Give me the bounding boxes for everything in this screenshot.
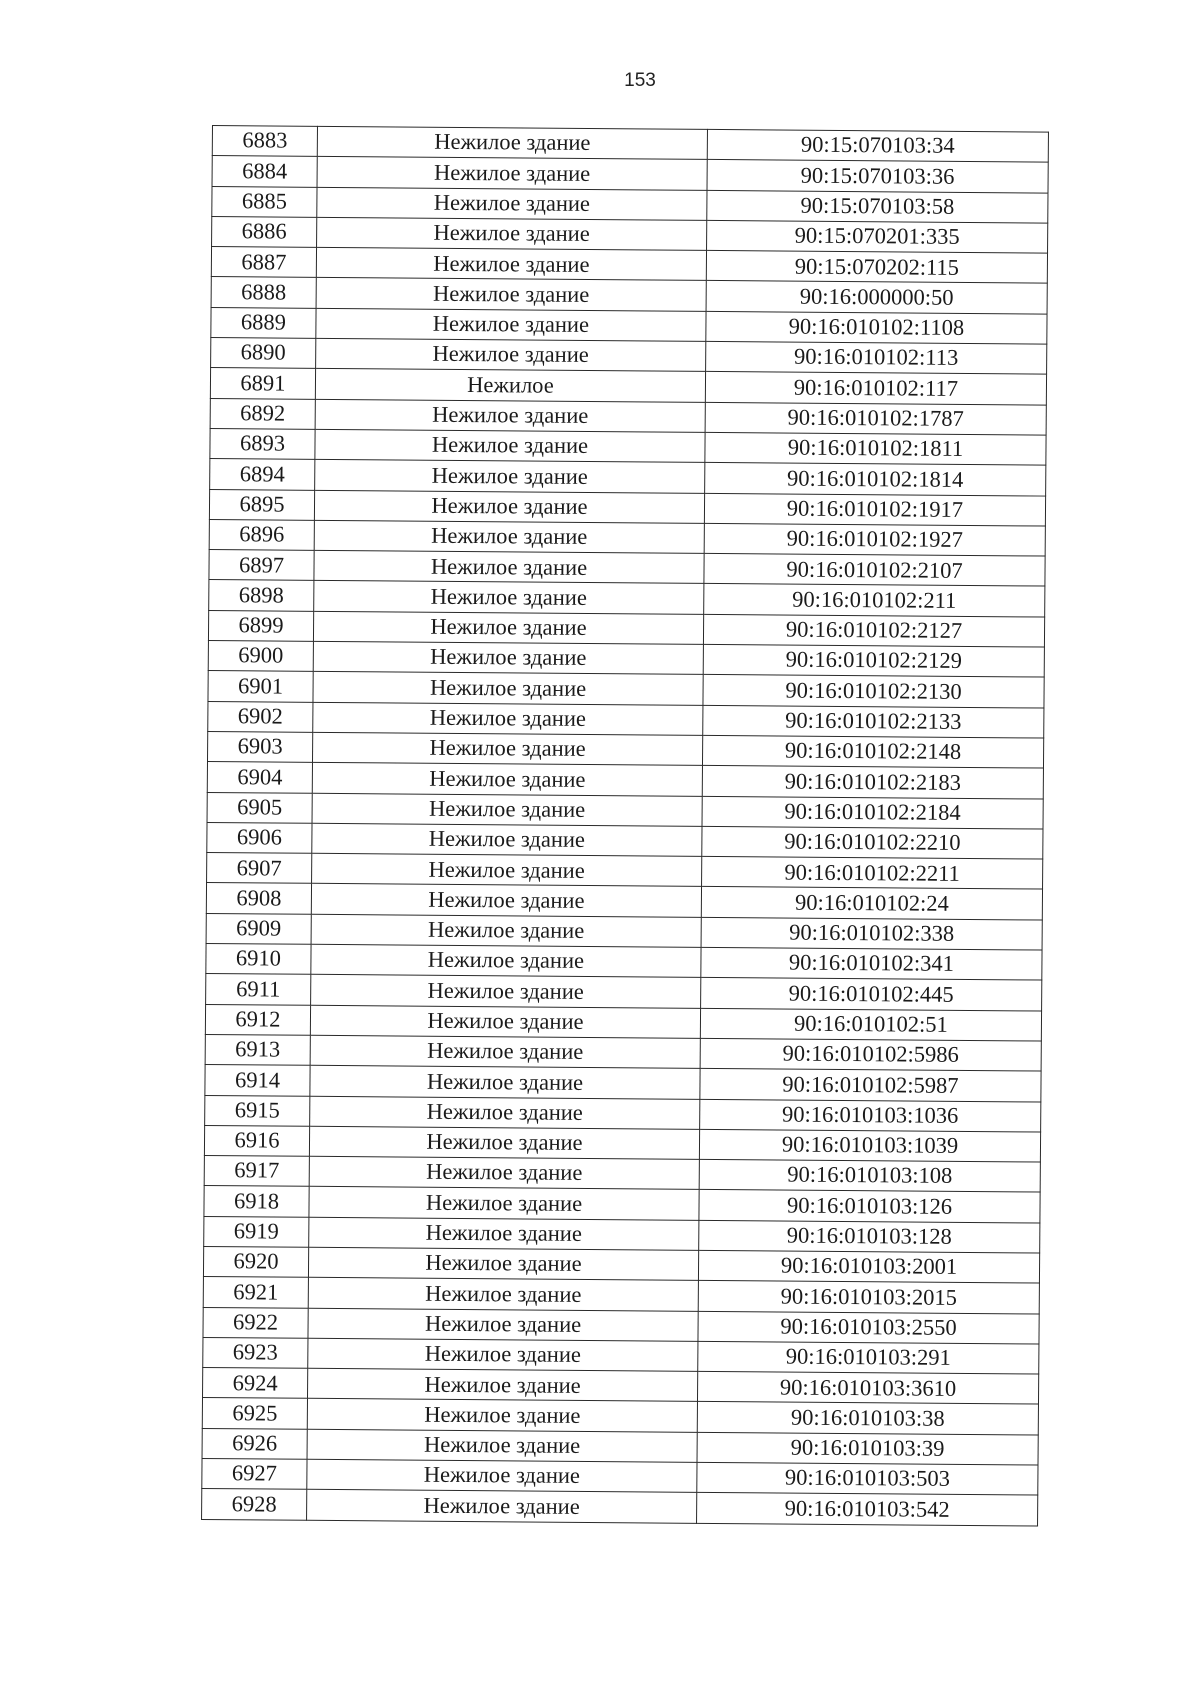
object-type-cell: Нежилое здание bbox=[315, 429, 705, 462]
cadastral-number-cell: 90:16:010102:2107 bbox=[704, 554, 1045, 587]
object-type-cell: Нежилое здание bbox=[307, 1399, 697, 1432]
object-type-cell: Нежилое здание bbox=[312, 763, 702, 796]
row-number-cell: 6900 bbox=[208, 641, 313, 672]
row-number-cell: 6927 bbox=[202, 1459, 307, 1490]
cadastral-number-cell: 90:16:010102:2133 bbox=[703, 705, 1044, 738]
row-number-cell: 6908 bbox=[206, 883, 311, 914]
row-number-cell: 6903 bbox=[207, 731, 312, 762]
object-type-cell: Нежилое здание bbox=[317, 157, 707, 190]
cadastral-number-cell: 90:16:010102:113 bbox=[706, 341, 1047, 374]
row-number-cell: 6884 bbox=[212, 156, 317, 187]
cadastral-number-cell: 90:15:070201:335 bbox=[707, 220, 1048, 253]
cadastral-number-cell: 90:15:070103:58 bbox=[707, 190, 1048, 223]
object-type-cell: Нежилое здание bbox=[316, 278, 706, 311]
object-type-cell: Нежилое здание bbox=[314, 581, 704, 614]
cadastral-number-cell: 90:16:010102:1814 bbox=[705, 463, 1046, 496]
cadastral-number-cell: 90:16:010102:1811 bbox=[705, 432, 1046, 465]
cadastral-number-cell: 90:16:010103:3610 bbox=[697, 1372, 1038, 1405]
object-type-cell: Нежилое здание bbox=[313, 702, 703, 735]
row-number-cell: 6883 bbox=[212, 126, 317, 157]
object-type-cell: Нежилое здание bbox=[314, 550, 704, 583]
cadastral-number-cell: 90:16:010102:24 bbox=[701, 887, 1042, 920]
object-type-cell: Нежилое здание bbox=[307, 1429, 697, 1462]
row-number-cell: 6925 bbox=[202, 1398, 307, 1429]
object-type-cell: Нежилое здание bbox=[312, 853, 702, 886]
row-number-cell: 6913 bbox=[205, 1034, 310, 1065]
object-type-cell: Нежилое здание bbox=[316, 308, 706, 341]
object-type-cell: Нежилое здание bbox=[308, 1247, 698, 1280]
row-number-cell: 6899 bbox=[208, 610, 313, 641]
row-number-cell: 6895 bbox=[209, 489, 314, 520]
cadastral-number-cell: 90:16:010102:5987 bbox=[700, 1069, 1041, 1102]
cadastral-number-cell: 90:16:010102:1927 bbox=[704, 523, 1045, 556]
cadastral-number-cell: 90:16:000000:50 bbox=[706, 281, 1047, 314]
row-number-cell: 6894 bbox=[210, 459, 315, 490]
object-type-cell: Нежилое здание bbox=[314, 490, 704, 523]
cadastral-number-cell: 90:16:010102:2184 bbox=[702, 796, 1043, 829]
object-type-cell: Нежилое здание bbox=[309, 1156, 699, 1189]
object-type-cell: Нежилое bbox=[315, 369, 705, 402]
row-number-cell: 6897 bbox=[209, 550, 314, 581]
cadastral-number-cell: 90:16:010103:291 bbox=[698, 1341, 1039, 1374]
object-type-cell: Нежилое здание bbox=[313, 611, 703, 644]
row-number-cell: 6920 bbox=[203, 1246, 308, 1277]
object-type-cell: Нежилое здание bbox=[311, 944, 701, 977]
row-number-cell: 6926 bbox=[202, 1428, 307, 1459]
row-number-cell: 6907 bbox=[207, 853, 312, 884]
cadastral-number-cell: 90:16:010102:338 bbox=[701, 917, 1042, 950]
registry-table-body bbox=[202, 126, 1049, 1526]
object-type-cell: Нежилое здание bbox=[317, 126, 707, 159]
row-number-cell: 6889 bbox=[211, 307, 316, 338]
cadastral-number-cell: 90:16:010103:39 bbox=[697, 1432, 1038, 1465]
row-number-cell: 6893 bbox=[210, 428, 315, 459]
object-type-cell: Нежилое здание bbox=[307, 1490, 697, 1523]
object-type-cell: Нежилое здание bbox=[317, 217, 707, 250]
cadastral-number-cell: 90:16:010102:2210 bbox=[702, 826, 1043, 859]
object-type-cell: Нежилое здание bbox=[307, 1368, 697, 1401]
cadastral-number-cell: 90:16:010102:2211 bbox=[702, 856, 1043, 889]
row-number-cell: 6924 bbox=[203, 1368, 308, 1399]
row-number-cell: 6919 bbox=[204, 1216, 309, 1247]
cadastral-number-cell: 90:15:070103:36 bbox=[707, 160, 1048, 193]
row-number-cell: 6916 bbox=[204, 1125, 309, 1156]
row-number-cell: 6911 bbox=[206, 974, 311, 1005]
cadastral-number-cell: 90:16:010103:542 bbox=[697, 1493, 1038, 1526]
row-number-cell: 6898 bbox=[209, 580, 314, 611]
row-number-cell: 6910 bbox=[206, 943, 311, 974]
row-number-cell: 6912 bbox=[205, 1004, 310, 1035]
cadastral-number-cell: 90:16:010102:2127 bbox=[703, 614, 1044, 647]
object-type-cell: Нежилое здание bbox=[313, 641, 703, 674]
object-type-cell: Нежилое здание bbox=[313, 672, 703, 705]
cadastral-number-cell: 90:16:010103:1036 bbox=[700, 1099, 1041, 1132]
row-number-cell: 6928 bbox=[202, 1489, 307, 1520]
object-type-cell: Нежилое здание bbox=[310, 1096, 700, 1129]
row-number-cell: 6887 bbox=[211, 247, 316, 278]
object-type-cell: Нежилое здание bbox=[315, 460, 705, 493]
row-number-cell: 6891 bbox=[210, 368, 315, 399]
cadastral-number-cell: 90:15:070202:115 bbox=[706, 251, 1047, 284]
row-number-cell: 6923 bbox=[203, 1337, 308, 1368]
cadastral-number-cell: 90:16:010102:1787 bbox=[705, 402, 1046, 435]
object-type-cell: Нежилое здание bbox=[312, 793, 702, 826]
object-type-cell: Нежилое здание bbox=[315, 399, 705, 432]
page-number: 153 bbox=[624, 70, 656, 91]
cadastral-number-cell: 90:16:010102:2130 bbox=[703, 675, 1044, 708]
row-number-cell: 6917 bbox=[204, 1156, 309, 1187]
cadastral-number-cell: 90:16:010102:211 bbox=[704, 584, 1045, 617]
row-number-cell: 6885 bbox=[212, 186, 317, 217]
property-registry-table bbox=[201, 125, 1049, 1526]
object-type-cell: Нежилое здание bbox=[316, 248, 706, 281]
object-type-cell: Нежилое здание bbox=[317, 187, 707, 220]
row-number-cell: 6918 bbox=[204, 1186, 309, 1217]
cadastral-number-cell: 90:16:010102:341 bbox=[701, 947, 1042, 980]
cadastral-number-cell: 90:16:010103:108 bbox=[699, 1159, 1040, 1192]
row-number-cell: 6914 bbox=[205, 1065, 310, 1096]
object-type-cell: Нежилое здание bbox=[309, 1187, 699, 1220]
object-type-cell: Нежилое здание bbox=[311, 884, 701, 917]
cadastral-number-cell: 90:16:010103:1039 bbox=[699, 1129, 1040, 1162]
row-number-cell: 6921 bbox=[203, 1277, 308, 1308]
cadastral-number-cell: 90:16:010102:5986 bbox=[700, 1038, 1041, 1071]
cadastral-number-cell: 90:16:010103:126 bbox=[699, 1190, 1040, 1223]
object-type-cell: Нежилое здание bbox=[309, 1217, 699, 1250]
cadastral-number-cell: 90:16:010102:2183 bbox=[702, 766, 1043, 799]
row-number-cell: 6892 bbox=[210, 398, 315, 429]
cadastral-number-cell: 90:16:010103:38 bbox=[697, 1402, 1038, 1435]
object-type-cell: Нежилое здание bbox=[311, 914, 701, 947]
object-type-cell: Нежилое здание bbox=[312, 732, 702, 765]
cadastral-number-cell: 90:16:010102:445 bbox=[701, 978, 1042, 1011]
cadastral-number-cell: 90:16:010103:2550 bbox=[698, 1311, 1039, 1344]
object-type-cell: Нежилое здание bbox=[308, 1278, 698, 1311]
row-number-cell: 6901 bbox=[208, 671, 313, 702]
row-number-cell: 6906 bbox=[207, 822, 312, 853]
object-type-cell: Нежилое здание bbox=[310, 1066, 700, 1099]
object-type-cell: Нежилое здание bbox=[307, 1459, 697, 1492]
cadastral-number-cell: 90:16:010103:128 bbox=[699, 1220, 1040, 1253]
object-type-cell: Нежилое здание bbox=[314, 520, 704, 553]
object-type-cell: Нежилое здание bbox=[309, 1126, 699, 1159]
row-number-cell: 6896 bbox=[209, 519, 314, 550]
cadastral-number-cell: 90:16:010103:503 bbox=[697, 1462, 1038, 1495]
cadastral-number-cell: 90:16:010102:2148 bbox=[702, 735, 1043, 768]
object-type-cell: Нежилое здание bbox=[308, 1308, 698, 1341]
object-type-cell: Нежилое здание bbox=[308, 1338, 698, 1371]
object-type-cell: Нежилое здание bbox=[316, 338, 706, 371]
row-number-cell: 6888 bbox=[211, 277, 316, 308]
object-type-cell: Нежилое здание bbox=[312, 823, 702, 856]
cadastral-number-cell: 90:16:010102:117 bbox=[705, 372, 1046, 405]
row-number-cell: 6886 bbox=[212, 216, 317, 247]
cadastral-number-cell: 90:16:010102:1108 bbox=[706, 311, 1047, 344]
cadastral-number-cell: 90:16:010102:1917 bbox=[704, 493, 1045, 526]
row-number-cell: 6902 bbox=[208, 701, 313, 732]
cadastral-number-cell: 90:16:010102:2129 bbox=[703, 644, 1044, 677]
table-row bbox=[202, 1489, 1038, 1526]
object-type-cell: Нежилое здание bbox=[310, 1035, 700, 1068]
cadastral-number-cell: 90:16:010103:2015 bbox=[698, 1281, 1039, 1314]
cadastral-number-cell: 90:15:070103:34 bbox=[707, 129, 1048, 162]
object-type-cell: Нежилое здание bbox=[310, 1005, 700, 1038]
object-type-cell: Нежилое здание bbox=[311, 975, 701, 1008]
cadastral-number-cell: 90:16:010102:51 bbox=[700, 1008, 1041, 1041]
row-number-cell: 6922 bbox=[203, 1307, 308, 1338]
cadastral-number-cell: 90:16:010103:2001 bbox=[698, 1250, 1039, 1283]
row-number-cell: 6909 bbox=[206, 913, 311, 944]
row-number-cell: 6915 bbox=[205, 1095, 310, 1126]
row-number-cell: 6890 bbox=[211, 338, 316, 369]
row-number-cell: 6904 bbox=[207, 762, 312, 793]
row-number-cell: 6905 bbox=[207, 792, 312, 823]
